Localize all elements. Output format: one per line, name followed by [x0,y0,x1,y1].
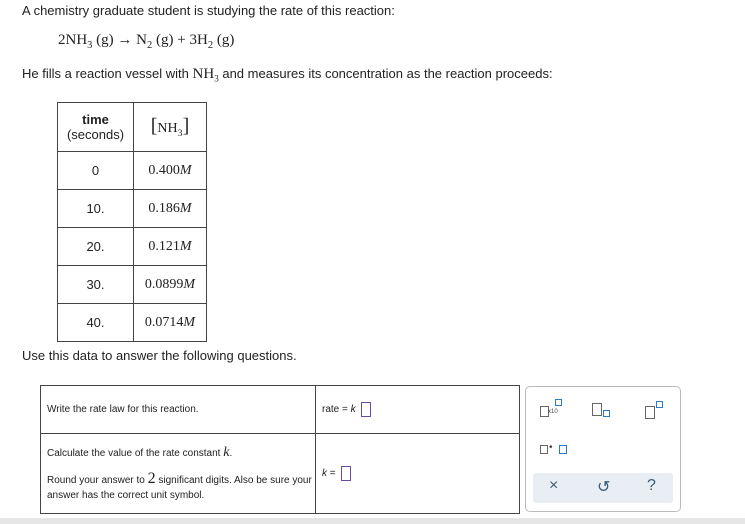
eq-product1-phase: (g) [156,32,174,48]
x10-exponent-icon [555,399,562,406]
conc-value: 0.0714 [144,314,184,330]
superscript-base-icon [645,406,655,419]
eq-product2-phase: (g) [216,32,235,48]
superscript-sup-icon [656,401,663,408]
conc-open-bracket: [ [150,115,158,138]
conc-value: 0.0899 [144,276,184,292]
eq-product2-sub: 2 [207,40,214,51]
subscript-button[interactable] [592,403,612,419]
q2-answer-cell[interactable] [316,434,520,514]
conc-cell [134,266,207,304]
use-data-text: Use this data to answer the following questions. [22,348,297,363]
conc-value: 0.400 [148,162,180,178]
eq-reactant-sub: 3 [87,40,93,51]
concentration-table [57,102,207,342]
fill-suffix: and measures its concentration as the reaction proceeds: [218,66,553,81]
q1-answer-cell[interactable] [316,386,520,434]
table-row [58,266,207,304]
x10-button[interactable] [540,403,564,419]
q2-round-suffix: significant digits. Also be sure your answer has the correct unit symbol. [47,474,312,501]
conc-cell [134,190,207,228]
q2-digits: 2 [147,469,156,487]
table-header-row [58,103,207,152]
q2-line2 [47,471,314,503]
fill-sentence [22,66,553,84]
conc-value: 0.186 [148,200,180,216]
q2-k: k [223,444,230,460]
question-row-rate-law [41,386,520,434]
q2-round-prefix: Round your answer to [47,474,148,486]
q2-label [41,434,316,514]
undo-button[interactable]: ↺ [597,479,611,496]
dot-left-icon [540,445,548,454]
conc-unit: M [183,276,196,292]
time-cell: 20. [58,228,134,266]
q1-label: Write the rate law for this reaction. [41,386,316,434]
time-header [58,103,134,152]
superscript-button[interactable] [645,401,665,417]
fill-species: NH [192,66,215,82]
q2-answer-equals: = [329,468,336,480]
table-row [58,152,207,190]
conc-header [134,103,207,152]
q2-label-prefix: Calculate the value of the rate constant [47,447,224,459]
eq-reactant: 2NH [58,32,88,48]
table-row [58,228,207,266]
time-cell: 0 [58,152,134,190]
rate-law-input[interactable] [361,402,371,417]
eq-product2: 3H [189,32,208,48]
conc-unit: M [179,238,192,254]
conc-unit: M [179,200,192,216]
time-header-label: time [82,111,109,127]
dot-right-icon [559,445,567,454]
rate-constant-input[interactable] [341,466,351,481]
conc-close-bracket: ] [182,115,190,138]
eq-arrow: → [117,32,133,48]
clear-button[interactable]: × [549,477,559,494]
q1-rate-word: rate [322,404,340,416]
conc-species-sub: 3 [177,127,183,139]
eq-product1-sub: 2 [147,40,153,51]
conc-unit: M [179,162,192,178]
questions-table [40,385,520,514]
time-cell: 10. [58,190,134,228]
help-button[interactable]: ? [647,477,656,494]
conc-cell [134,152,207,190]
eq-product1: N [136,32,148,48]
bottom-scroll-strip [0,518,745,524]
math-toolbox [525,386,681,512]
time-cell: 40. [58,304,134,342]
q1-equals: = [342,404,348,416]
question-row-rate-constant [41,434,520,514]
table-row [58,304,207,342]
q1-k: k [350,404,356,416]
conc-species: NH [157,121,178,137]
eq-reactant-phase: (g) [96,32,114,48]
reaction-equation [58,32,234,51]
subscript-base-icon [592,403,602,416]
conc-unit: M [183,314,196,330]
conc-cell [134,228,207,266]
time-cell: 30. [58,266,134,304]
q2-line1 [47,445,314,461]
fill-species-sub: 3 [214,73,219,84]
conc-value: 0.121 [148,238,180,254]
multiply-dot-button[interactable] [540,444,570,456]
problem-intro: A chemistry graduate student is studying the rate of this reaction: [22,3,395,18]
fill-prefix: He fills a reaction vessel with [22,66,193,81]
conc-cell [134,304,207,342]
x10-label: x10 [548,409,558,415]
q2-label-suffix: . [229,447,233,459]
subscript-sub-icon [603,410,610,417]
table-row [58,190,207,228]
time-header-unit: (seconds) [66,126,125,142]
q2-answer-k: k [322,468,327,480]
dot-label: • [549,442,553,453]
action-bar [533,473,673,503]
eq-plus: + [177,32,186,48]
